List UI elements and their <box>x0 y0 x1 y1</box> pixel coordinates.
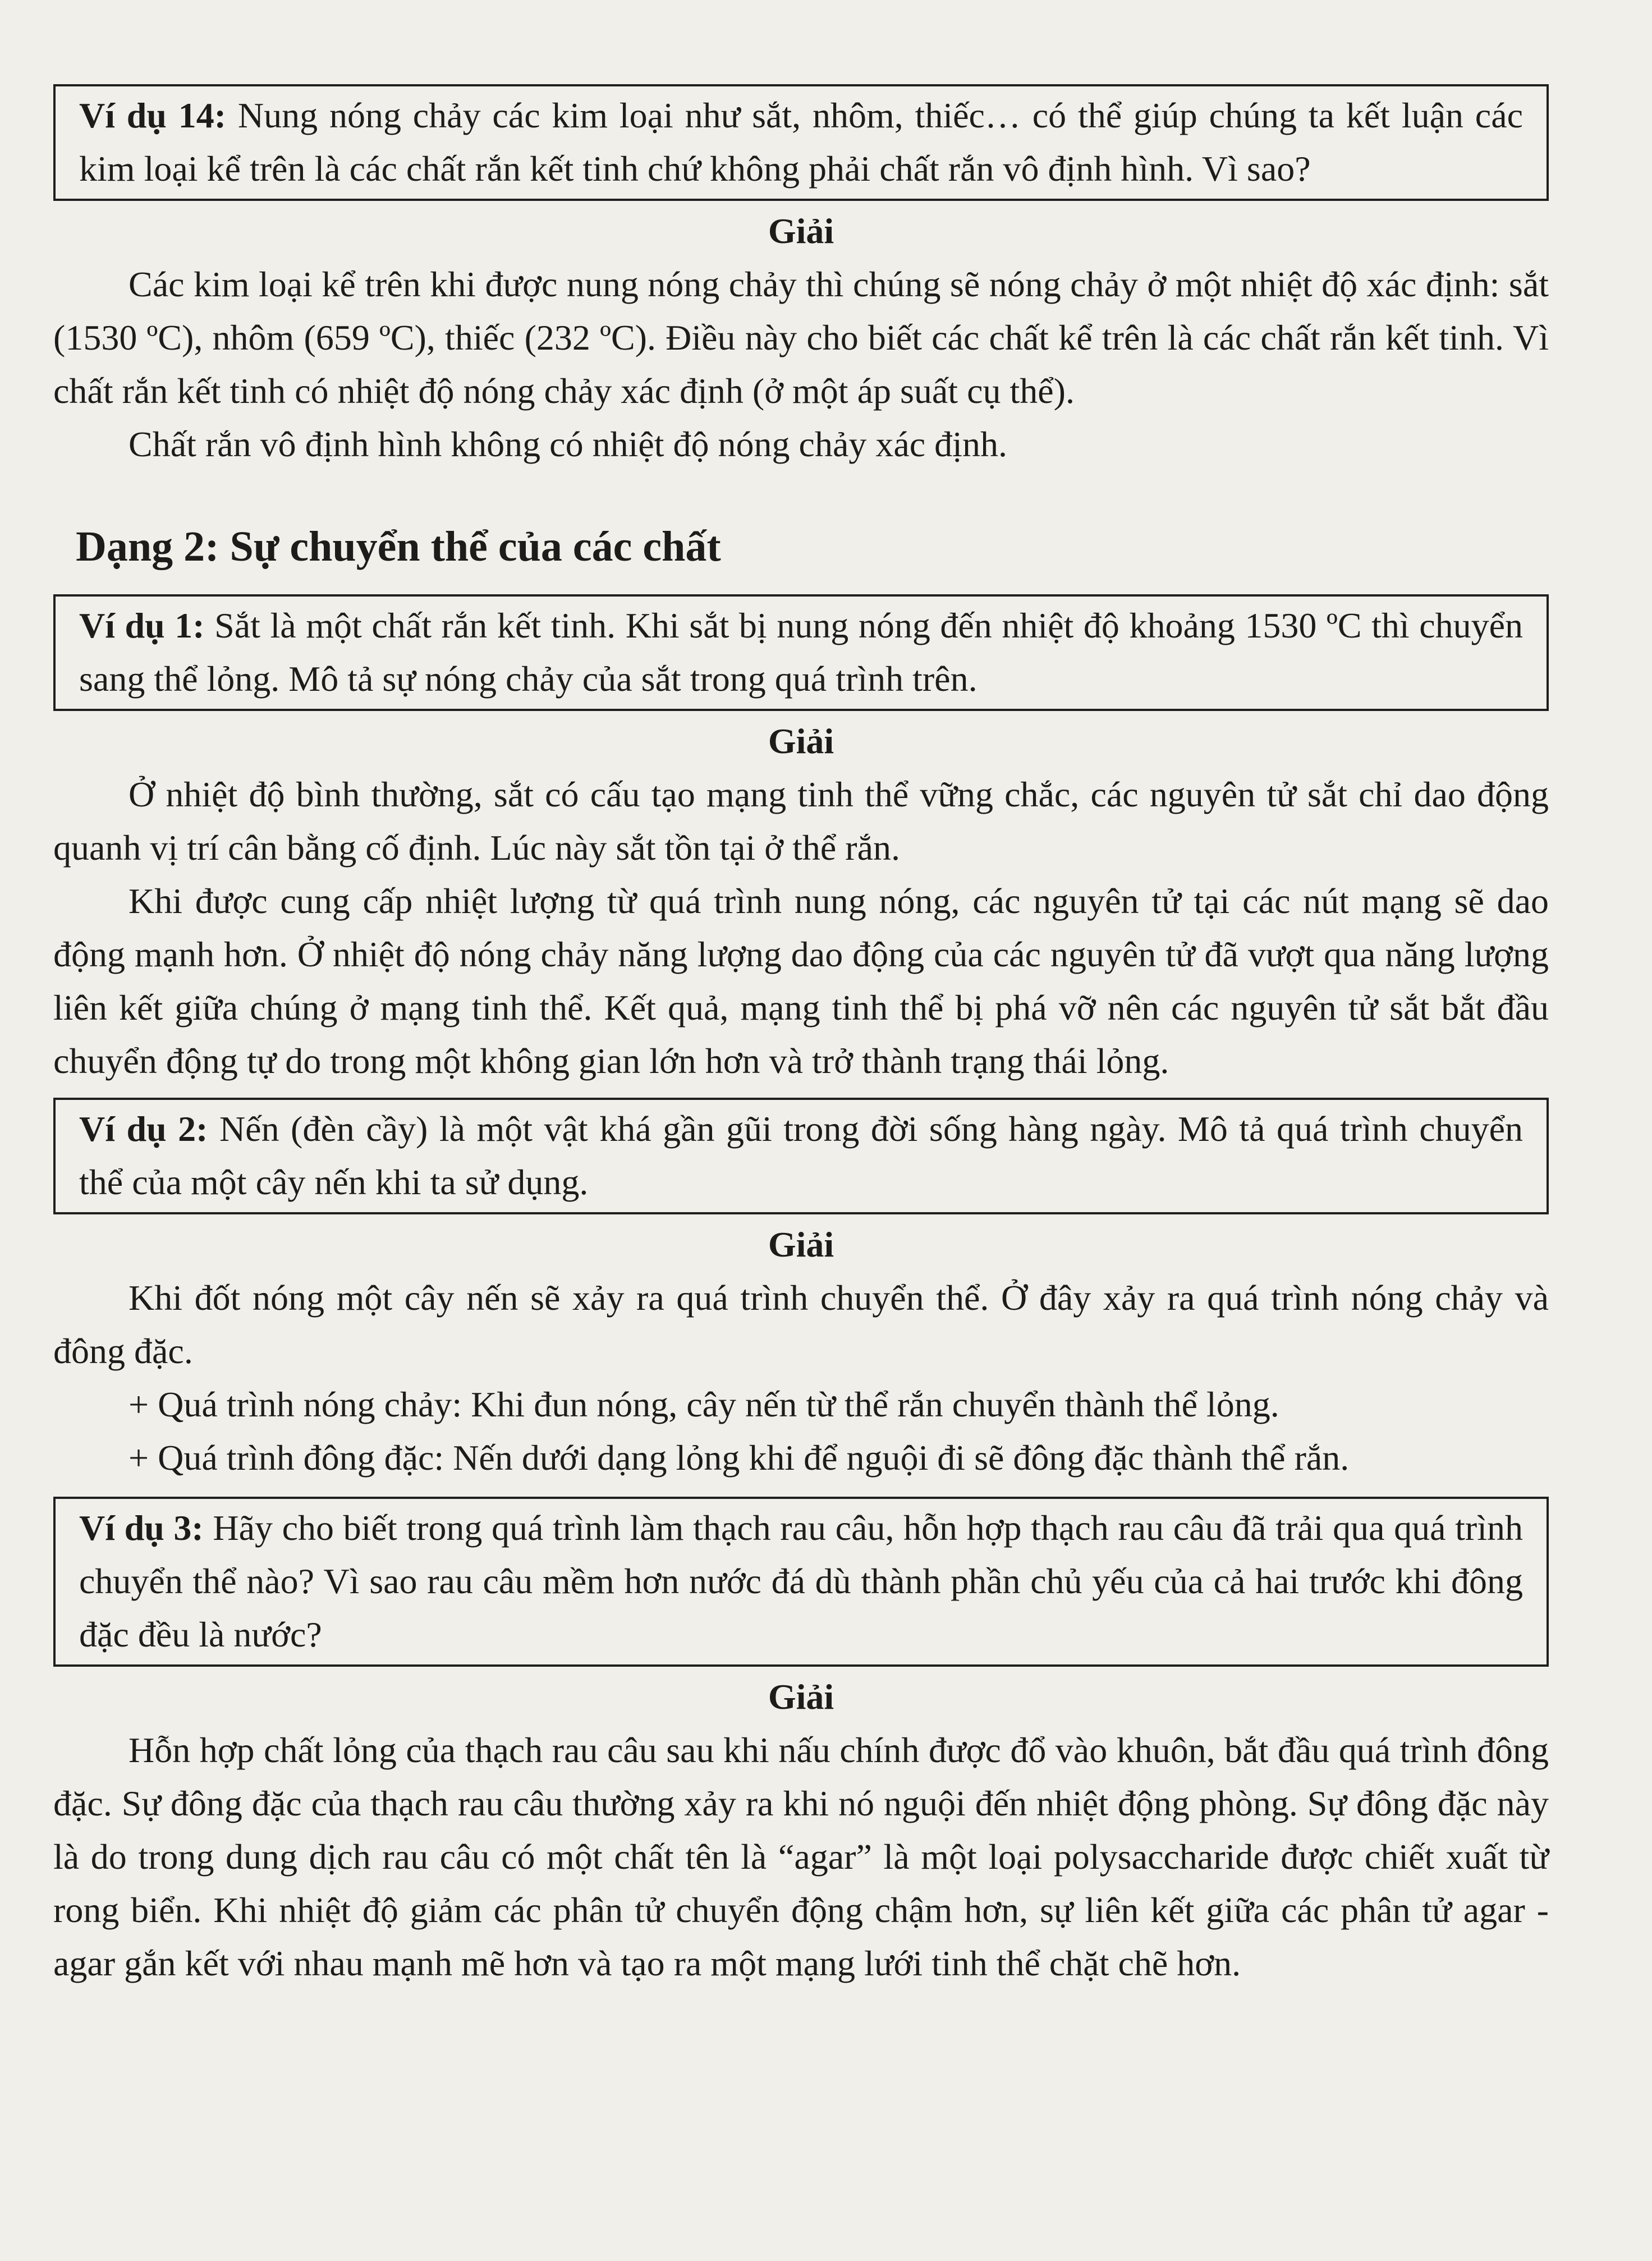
example-3-question: Hãy cho biết trong quá trình làm thạch rau câu, hỗn hợp thạch rau câu đã trải qua quá trình chuyển thể nào? Vì sao rau câu mềm hơn nước đá dù thành phần chủ yếu của cả hai trước khi đông đặc đều là nước? <box>79 1508 1523 1654</box>
example-2-label: Ví dụ 2: <box>79 1109 208 1149</box>
textbook-page <box>53 84 1549 1990</box>
example-14-solution-title: Giải <box>768 211 834 251</box>
example-1-paragraph: Ở nhiệt độ bình thường, sắt có cấu tạo mạng tinh thể vững chắc, các nguyên tử sắt chỉ dao động quanh vị trí cân bằng cố định. Lúc này sắt tồn tại ở thể rắn. <box>53 774 1549 868</box>
example-1-box <box>53 594 1549 711</box>
example-14-label: Ví dụ 14: <box>79 95 227 135</box>
example-14-paragraph: Các kim loại kể trên khi được nung nóng chảy thì chúng sẽ nóng chảy ở một nhiệt độ xác định: sắt (1530 ºC), nhôm (659 ºC), thiếc (232 ºC). Điều này cho biết các chất kể trên là các chất rắn kết tinh. Vì chất rắn kết tinh có nhiệt độ nóng chảy xác định (ở một áp suất cụ thể). <box>53 264 1549 411</box>
section-title: Dạng 2: Sự chuyển thể của các chất <box>76 523 721 570</box>
example-2-question: Nến (đèn cầy) là một vật khá gần gũi trong đời sống hàng ngày. Mô tả quá trình chuyển thể của một cây nến khi ta sử dụng. <box>79 1109 1523 1202</box>
example-2-bullet: + Quá trình đông đặc: Nến dưới dạng lỏng khi để nguội đi sẽ đông đặc thành thể rắn. <box>129 1438 1350 1478</box>
example-1-paragraph: Khi được cung cấp nhiệt lượng từ quá trình nung nóng, các nguyên tử tại các nút mạng sẽ dao động mạnh hơn. Ở nhiệt độ nóng chảy năng lượng dao động của các nguyên tử đã vượt qua năng lượng liên kết giữa chúng ở mạng tinh thể. Kết quả, mạng tinh thể bị phá vỡ nên các nguyên tử sắt bắt đầu chuyển động tự do trong một không gian lớn hơn và trở thành trạng thái lỏng. <box>53 881 1549 1081</box>
example-2-solution-title: Giải <box>768 1224 834 1264</box>
example-2-paragraph: Khi đốt nóng một cây nến sẽ xảy ra quá trình chuyển thể. Ở đây xảy ra quá trình nóng chảy và đông đặc. <box>53 1278 1549 1371</box>
example-14-box <box>53 84 1549 201</box>
example-1-solution-title: Giải <box>768 721 834 761</box>
example-2-bullet: + Quá trình nóng chảy: Khi đun nóng, cây nến từ thể rắn chuyển thành thể lỏng. <box>129 1384 1279 1424</box>
example-14-paragraph: Chất rắn vô định hình không có nhiệt độ nóng chảy xác định. <box>129 424 1007 464</box>
example-3-paragraph: Hỗn hợp chất lỏng của thạch rau câu sau khi nấu chính được đổ vào khuôn, bắt đầu quá trình đông đặc. Sự đông đặc của thạch rau câu thường xảy ra khi nó nguội đến nhiệt động phòng. Sự đông đặc này là do trong dung dịch rau câu có một chất tên là “agar” là một loại polysaccharide được chiết xuất từ rong biển. Khi nhiệt độ giảm các phân tử chuyển động chậm hơn, sự liên kết giữa các phân tử agar - agar gắn kết với nhau mạnh mẽ hơn và tạo ra một mạng lưới tinh thể chặt chẽ hơn. <box>53 1730 1549 1983</box>
example-1-label: Ví dụ 1: <box>79 606 205 645</box>
example-3-label: Ví dụ 3: <box>79 1508 204 1548</box>
example-3-box <box>53 1497 1549 1667</box>
example-1-question: Sắt là một chất rắn kết tinh. Khi sắt bị nung nóng đến nhiệt độ khoảng 1530 ºC thì chuyển sang thể lỏng. Mô tả sự nóng chảy của sắt trong quá trình trên. <box>79 606 1523 699</box>
example-14-question: Nung nóng chảy các kim loại như sắt, nhôm, thiếc… có thể giúp chúng ta kết luận các kim loại kể trên là các chất rắn kết tinh chứ không phải chất rắn vô định hình. Vì sao? <box>79 95 1523 189</box>
example-2-box <box>53 1098 1549 1214</box>
example-3-solution-title: Giải <box>768 1677 834 1717</box>
